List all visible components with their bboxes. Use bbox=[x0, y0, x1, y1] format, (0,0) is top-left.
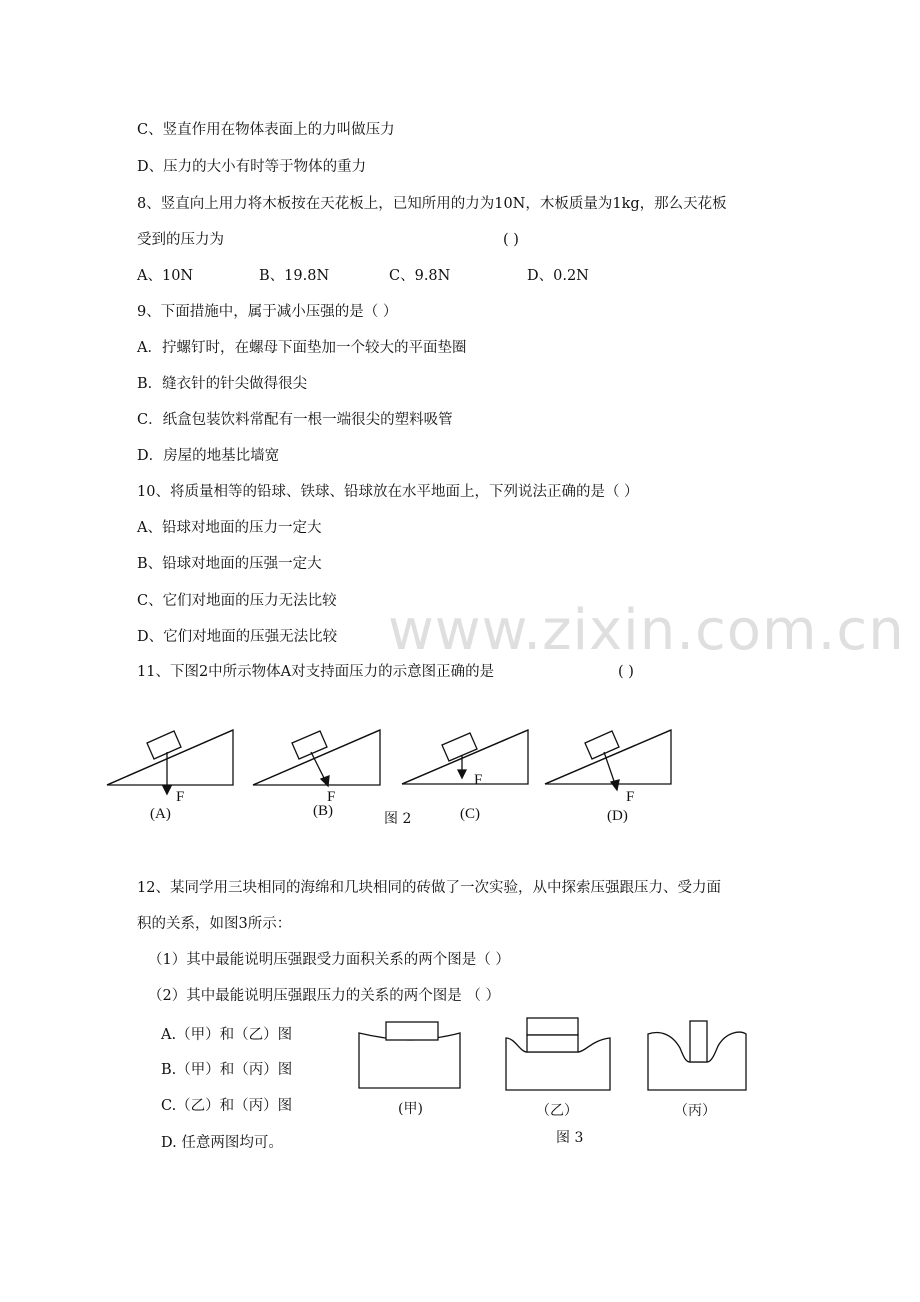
option-b-q10: B、铅球对地面的压强一定大 bbox=[137, 556, 322, 572]
option-c-q7: C、竖直作用在物体表面上的力叫做压力 bbox=[137, 122, 395, 138]
label-yi: （乙） bbox=[536, 1103, 578, 1119]
question-10: 10、将质量相等的铅球、铁球、铅球放在水平地面上，下列说法正确的是（ ） bbox=[137, 484, 639, 500]
option-d-q10: D、它们对地面的压强无法比较 bbox=[137, 629, 338, 645]
sponge-jia bbox=[359, 1022, 460, 1088]
figure-2-caption: 图 2 bbox=[384, 811, 412, 827]
label-c: (C) bbox=[460, 806, 480, 822]
option-a-q10: A、铅球对地面的压力一定大 bbox=[137, 520, 322, 536]
label-jia: (甲) bbox=[398, 1101, 423, 1117]
figure-3-caption: 图 3 bbox=[556, 1130, 584, 1146]
answer-blank-q8: ( ) bbox=[503, 232, 519, 248]
answer-blank-q11: ( ) bbox=[618, 664, 634, 680]
option-c-q12: C.（乙）和（丙）图 bbox=[161, 1098, 293, 1114]
incline-b bbox=[253, 730, 380, 786]
label-b: (B) bbox=[313, 803, 333, 819]
incline-d bbox=[545, 730, 671, 790]
force-label-a: F bbox=[176, 789, 185, 805]
option-c-q8: C、9.8N bbox=[389, 268, 451, 284]
option-a-q12: A.（甲）和（乙）图 bbox=[161, 1027, 293, 1043]
question-8: 8、竖直向上用力将木板按在天花板上，已知所用的力为10N，木板质量为1kg，那么天花板 bbox=[137, 196, 727, 212]
watermark: www.zixin.com.cn bbox=[388, 598, 905, 663]
option-b-q12: B.（甲）和（丙）图 bbox=[161, 1062, 293, 1078]
sponge-yi bbox=[506, 1018, 610, 1090]
force-label-b: F bbox=[327, 789, 336, 805]
question-12-part-1: （1）其中最能说明压强跟受力面积关系的两个图是（ ） bbox=[148, 952, 510, 968]
incline-a bbox=[107, 730, 233, 794]
option-b-q9: B．缝衣针的针尖做得很尖 bbox=[137, 376, 308, 392]
sponge-bing bbox=[648, 1021, 746, 1090]
question-12: 12、某同学用三块相同的海绵和几块相同的砖做了一次实验，从中探索压强跟压力、受力面 bbox=[137, 880, 721, 896]
option-d-q9: D．房屋的地基比墙宽 bbox=[137, 448, 280, 464]
option-d-q8: D、0.2N bbox=[527, 268, 589, 284]
force-label-c: F bbox=[474, 772, 483, 788]
option-a-q8: A、10N bbox=[137, 268, 194, 284]
question-12-cont: 积的关系，如图3所示： bbox=[137, 916, 292, 932]
question-11: 11、下图2中所示物体A对支持面压力的示意图正确的是 bbox=[137, 664, 495, 680]
label-bing: （丙） bbox=[674, 1103, 716, 1119]
option-b-q8: B、19.8N bbox=[259, 268, 330, 284]
option-c-q9: C．纸盒包装饮料常配有一根一端很尖的塑料吸管 bbox=[137, 412, 453, 428]
question-8-cont: 受到的压力为 bbox=[137, 232, 224, 248]
option-c-q10: C、它们对地面的压力无法比较 bbox=[137, 593, 337, 609]
force-label-d: F bbox=[626, 789, 635, 805]
option-d-q12: D. 任意两图均可。 bbox=[161, 1135, 283, 1151]
question-12-part-2: （2）其中最能说明压强跟压力的关系的两个图是 （ ） bbox=[148, 988, 500, 1004]
label-d: (D) bbox=[607, 808, 628, 824]
question-9: 9、下面措施中，属于减小压强的是（ ） bbox=[137, 304, 398, 320]
label-a: (A) bbox=[150, 806, 171, 822]
option-a-q9: A．拧螺钉时，在螺母下面垫加一个较大的平面垫圈 bbox=[137, 340, 467, 356]
incline-c bbox=[402, 730, 528, 784]
option-d-q7: D、压力的大小有时等于物体的重力 bbox=[137, 159, 367, 175]
